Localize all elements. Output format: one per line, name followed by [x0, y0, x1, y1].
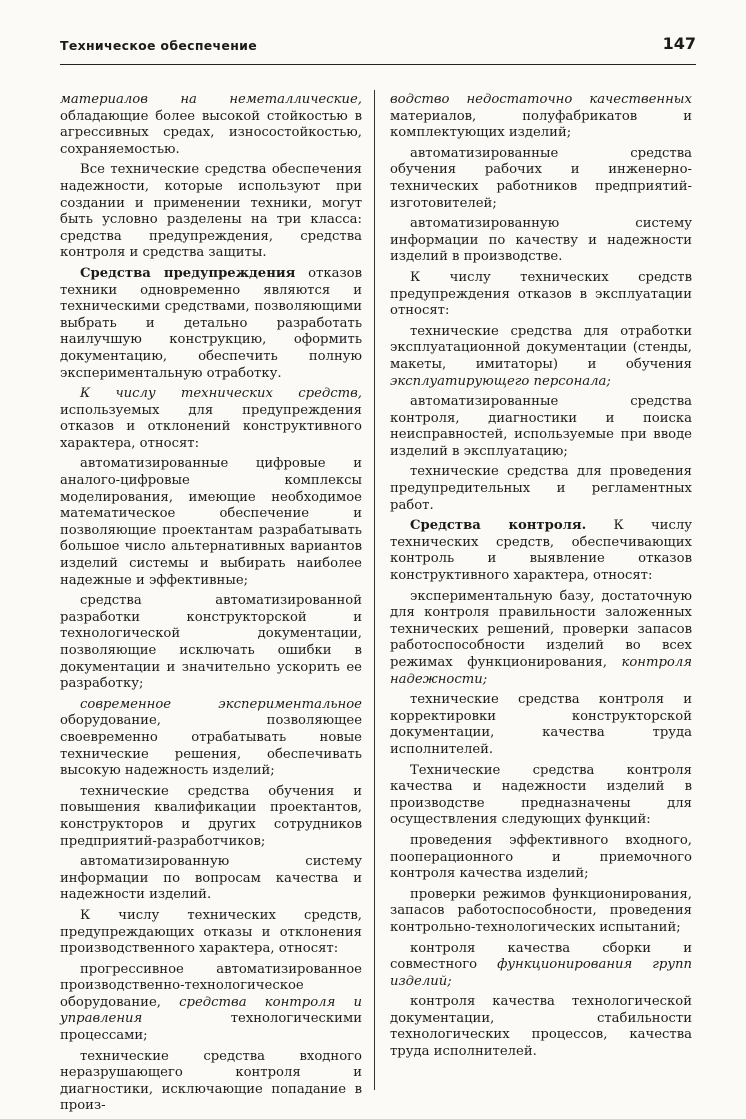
bold-term: Средства предупреждения	[80, 265, 296, 281]
text-run: технологическими процессами;	[60, 1011, 362, 1044]
paragraph	[60, 92, 362, 158]
list-item	[60, 962, 362, 1045]
italic-run: водство недостаточно качественных	[390, 92, 692, 107]
text-run: контроля качества сборки и совместного	[390, 940, 692, 973]
list-item: проверки режимов функционирования, запасов работоспособности, проведения контрольно-технологических испытаний;	[390, 886, 692, 935]
list-item: автоматизированную систему информации по вопросам качества и надежности изделий.	[60, 854, 362, 903]
list-item: автоматизированные средства контроля, диагностики и поиска неисправностей, используемые при вводе изделий в эксплуатацию;	[390, 394, 692, 459]
text-run: К числу технических средств, обеспечивающих контроль и выявление отказов конструктивного характера, относят:	[390, 518, 692, 584]
paragraph	[390, 518, 692, 584]
running-header	[60, 34, 696, 65]
list-item: автоматизированные средства обучения рабочих и инженерно-технических работников предприятий-изготовителей;	[390, 145, 692, 211]
column-divider	[374, 90, 375, 1090]
text-run: отказов техники одновременно являются и техническими средствами, позволяющими выбрать и детально разработать наилучшую конструкцию, оформить документацию, обеспечить полную экспериментальную отработку.	[60, 265, 363, 381]
right-column	[390, 92, 692, 1065]
paragraph: Все технические средства обеспечения надежности, которые используют при создании и применении техники, могут быть условно разделены на три класса: средства предупреждения, средства контроля и средства защиты.	[60, 162, 362, 261]
text-run: прогрессивное автоматизированное производственно-технологическое оборудование,	[60, 961, 362, 1010]
text-run: экспериментальную базу, достаточную для контроля правильности заложенных технических решений, проверки запасов работоспособности изделий во всех режимах функционирования,	[390, 588, 692, 670]
text-run: обладающие более высокой стойкостью в агрессивных средах, износостойкостью, сохраняемостью.	[60, 108, 362, 157]
list-item: автоматизированные цифровые и аналого-цифровые комплексы моделирования, имеющие необходимое математическое обеспечение и позволяющие проектантам разрабатывать большое число альтернативных вариантов изделий системы и выбирать наиболее надежные и эффективные;	[60, 456, 362, 588]
paragraph	[60, 386, 362, 452]
paragraph: К числу технических средств, предупреждающих отказы и отклонения производственного характера, относят:	[60, 907, 362, 957]
paragraph: Технические средства контроля качества и надежности изделий в производстве предназначены для осуществления следующих функций:	[390, 762, 692, 828]
paragraph	[390, 92, 692, 142]
list-item	[390, 324, 692, 390]
list-item: контроля качества технологической документации, стабильности технологических процессов, качества труда исполнителей.	[390, 994, 692, 1060]
list-item: автоматизированную систему информации по качеству и надежности изделий в производстве.	[390, 216, 692, 265]
list-item: технические средства для проведения предупредительных и регламентных работ.	[390, 464, 692, 513]
italic-run: средства контроля и управления	[60, 994, 362, 1027]
italic-run: К числу технических средств,	[80, 386, 362, 402]
italic-run: функционирования групп изделий;	[390, 957, 692, 989]
paragraph	[60, 266, 362, 382]
list-item	[390, 589, 692, 689]
italic-run: контроля надежности;	[390, 655, 692, 687]
italic-run: материалов на неметаллические,	[60, 92, 362, 107]
list-item: средства автоматизированной разработки конструкторской и технологической документации, позволяющие исключать ошибки в документации и значительно ускорить ее разработку;	[60, 593, 362, 692]
section-title: Техническое обеспечение	[60, 38, 257, 53]
text-run: материалов, полуфабрикатов и комплектующих изделий;	[390, 108, 692, 141]
italic-run: эксплуатирующего персонала;	[390, 373, 611, 389]
list-item	[390, 941, 692, 991]
list-item	[60, 697, 362, 780]
italic-run: современное экспериментальное	[80, 696, 362, 712]
bold-term: Средства контроля.	[410, 518, 587, 534]
list-item: технические средства контроля и корректировки конструкторской документации, качества труда исполнителей.	[390, 692, 692, 757]
left-column	[60, 92, 362, 1119]
list-item: технические средства обучения и повышения квалификации проектантов, конструкторов и других сотрудников предприятий-разработчиков;	[60, 783, 362, 849]
text-run: используемых для предупреждения отказов и отклонений конструктивного характера, относят:	[60, 402, 362, 451]
text-run: технические средства для отработки эксплуатационной документации (стенды, макеты, имитаторы) и обучения	[390, 323, 692, 372]
paragraph: К числу технических средств предупреждения отказов в эксплуатации относят:	[390, 269, 692, 319]
list-item: технические средства входного неразрушающего контроля и диагностики, исключающие попадание в произ-	[60, 1048, 362, 1114]
text-run: оборудование, позволяющее своевременно отрабатывать новые технические решения, обеспечивать высокую надежность изделий;	[60, 713, 362, 779]
page-number: 147	[662, 34, 696, 53]
list-item: проведения эффективного входного, пооперационного и приемочного контроля качества изделий;	[390, 832, 692, 882]
